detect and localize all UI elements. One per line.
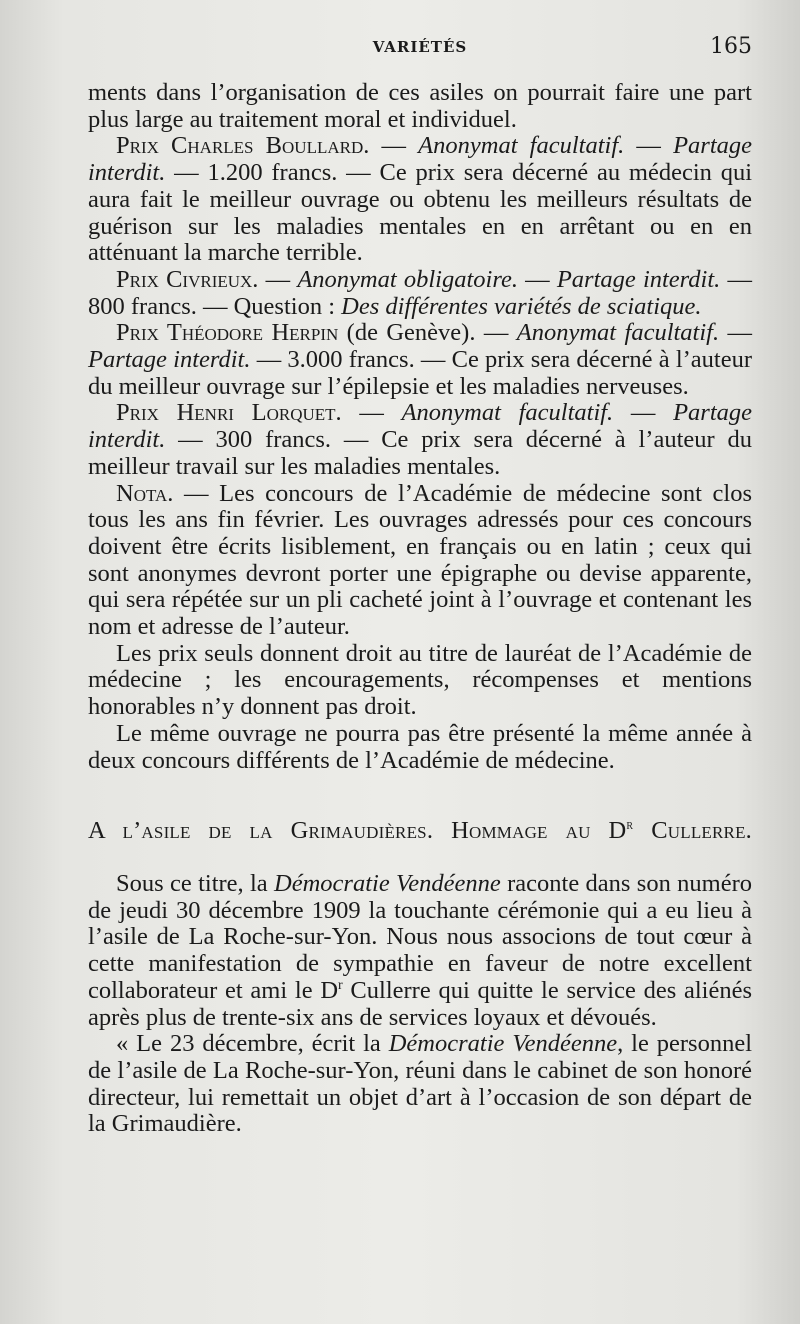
section-paragraph-2 bbox=[88, 1031, 752, 1138]
laureat-paragraph bbox=[88, 641, 752, 721]
prize-lorquet-text: — 300 francs. — Ce prix sera décerné à l’auteur du meilleur travail sur les maladies mentales. bbox=[88, 426, 752, 480]
section-heading bbox=[88, 818, 752, 845]
journal-title: Démocratie Vendéenne bbox=[274, 869, 501, 897]
prize-civrieux-paragraph bbox=[88, 267, 752, 320]
journal-title: Démocratie Vendéenne bbox=[388, 1030, 618, 1058]
nota-paragraph bbox=[88, 481, 752, 641]
prize-civrieux-name: Prix Civrieux. bbox=[116, 265, 259, 293]
separator: — bbox=[517, 265, 557, 293]
prize-boullard-text: — 1.200 francs. — Ce prix sera décerné au médecin qui aura fait le meilleur ouvrage ou obtenu les meilleurs résultats de guérison sur les maladies mentales en en arrêtant ou en en atténuant la marche terrible. bbox=[88, 159, 752, 267]
body-text bbox=[88, 80, 752, 1138]
same-work-text: Le même ouvrage ne pourra pas être présenté la même année à deux concours différents de l’Académie de médecine. bbox=[88, 719, 752, 774]
text-run: raconte dans son numéro de jeudi 30 décembre 1909 la touchante cérémonie qui a eu lieu à l’asile de La Roche-sur-Yon. Nous nous associons de tout cœur à cette manifestation de sympathie en faveur de notre excellent collaborateur et ami le D bbox=[88, 869, 753, 1004]
same-work-paragraph bbox=[88, 721, 752, 774]
prize-herpin-name: Prix Théodore Herpin bbox=[116, 319, 339, 347]
running-title: VARIÉTÉS bbox=[372, 38, 468, 56]
nota-text: — Les concours de l’Académie de médecine sont clos tous les ans fin février. Les ouvrages adressés pour ces concours doivent être écrits lisiblement, en français ou en latin ; ceux qui sont anonymes devront porter une épigraphe ou devise apparente, qui sera répétée sur un pli cacheté joint à l’ouvrage et contenant les nom et adresse de l’auteur. bbox=[88, 479, 752, 641]
section-paragraph-1 bbox=[88, 871, 752, 1031]
text-run: , le personnel de l’asile de La Roche-sur-Yon, réuni dans le cabinet de son honoré directeur, lui remettait un objet d’art à l’occasion de son départ de la Grimaudière. bbox=[88, 1030, 752, 1138]
prize-boullard-anonymat: Anonymat facultatif. bbox=[418, 132, 625, 160]
page-number: 165 bbox=[710, 34, 752, 59]
separator: — bbox=[624, 132, 674, 160]
prize-boullard-partage: Partage interdit. bbox=[88, 132, 753, 187]
prize-lorquet-partage: Partage interdit. bbox=[88, 399, 753, 454]
separator: — bbox=[258, 265, 298, 293]
prize-civrieux-text: — 800 francs. — Question : bbox=[88, 265, 752, 320]
prize-lorquet-anonymat: Anonymat facultatif. bbox=[401, 399, 614, 427]
text-run: Cullerre qui quitte le service des aliénés après plus de trente-six ans de services loyaux et dévoués. bbox=[88, 976, 753, 1031]
superscript: r bbox=[626, 818, 634, 834]
laureat-text: Les prix seuls donnent droit au titre de lauréat de l’Académie de médecine ; les encouragements, récompenses et mentions honorables n’y donnent pas droit. bbox=[88, 639, 752, 721]
superscript: r bbox=[338, 977, 343, 993]
prize-herpin-place: (de Genève). — bbox=[338, 319, 517, 347]
prize-lorquet-name: Prix Henri Lorquet. bbox=[116, 399, 342, 427]
separator: — bbox=[613, 399, 674, 427]
separator: — bbox=[341, 399, 402, 427]
prize-boullard-name: Prix Charles Boullard. bbox=[116, 132, 370, 160]
text-run: Sous ce titre, la bbox=[116, 869, 275, 897]
prize-herpin-anonymat: Anonymat facultatif. bbox=[516, 319, 720, 347]
prize-lorquet-paragraph bbox=[88, 400, 752, 480]
separator: — bbox=[719, 319, 753, 347]
section-heading-text: A l’asile de la Grimaudières. Hommage au D bbox=[88, 817, 627, 845]
separator: — bbox=[369, 132, 419, 160]
nota-label: Nota. bbox=[116, 479, 174, 507]
section-heading-name: Cullerre. bbox=[633, 817, 752, 845]
text-run: « Le 23 décembre, écrit la bbox=[116, 1030, 389, 1058]
page-header bbox=[88, 34, 752, 64]
prize-herpin-text: — 3.000 francs. — Ce prix sera décerné à l’auteur du meilleur ouvrage sur l’épilepsie et les maladies nerveuses. bbox=[88, 346, 752, 400]
prize-herpin-paragraph bbox=[88, 320, 752, 400]
intro-paragraph bbox=[88, 80, 752, 133]
intro-text: ments dans l’organisation de ces asiles on pourrait faire une part plus large au traitement moral et individuel. bbox=[88, 79, 752, 133]
prize-herpin-partage: Partage interdit. bbox=[88, 346, 251, 374]
prize-boullard-paragraph bbox=[88, 133, 752, 267]
prize-civrieux-question: Des différentes variétés de sciatique. bbox=[341, 292, 702, 320]
prize-civrieux-partage: Partage interdit. bbox=[556, 265, 721, 293]
prize-civrieux-anonymat: Anonymat obligatoire. bbox=[297, 265, 518, 293]
